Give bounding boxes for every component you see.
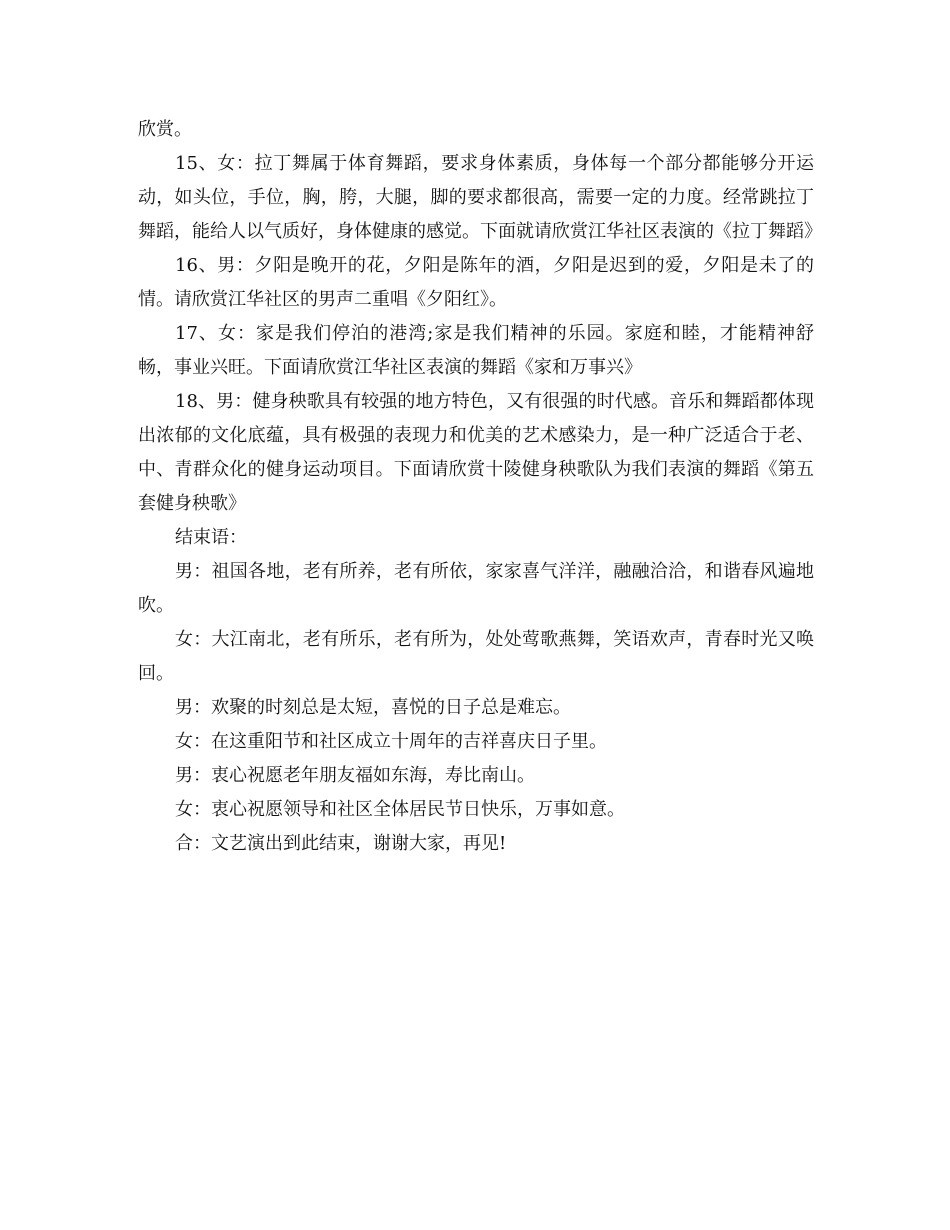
- paragraph-item-17: 17、女：家是我们停泊的港湾;家是我们精神的乐园。家庭和睦，才能精神舒畅，事业兴旺。下面请欣赏江华社区表演的舞蹈《家和万事兴》: [138, 323, 814, 378]
- closing-line-female-1: 女：大江南北，老有所乐，老有所为，处处莺歌燕舞，笑语欢声，青春时光又唤回。: [138, 629, 814, 684]
- closing-line-male-1: 男：祖国各地，老有所养，老有所依，家家喜气洋洋，融融洽洽，和谐春风遍地吹。: [138, 561, 814, 616]
- paragraph-item-15: 15、女：拉丁舞属于体育舞蹈，要求身体素质，身体每一个部分都能够分开运动，如头位，手位，胸，胯，大腿，脚的要求都很高，需要一定的力度。经常跳拉丁舞蹈，能给人以气质好，身体健康的感觉。下面就请欣赏江华社区表演的《拉丁舞蹈》: [138, 153, 822, 242]
- closing-line-male-3: 男：衷心祝愿老年朋友福如东海，寿比南山。: [175, 765, 535, 786]
- paragraph-item-18: 18、男：健身秧歌具有较强的地方特色，又有很强的时代感。音乐和舞蹈都体现出浓郁的文化底蕴，具有极强的表现力和优美的艺术感染力，是一种广泛适合于老、中、青群众化的健身运动项目。下面请欣赏十陵健身秧歌队为我们表演的舞蹈《第五套健身秧歌》: [138, 391, 814, 514]
- closing-line-female-3: 女：衷心祝愿领导和社区全体居民节日快乐，万事如意。: [175, 799, 625, 820]
- closing-heading: 结束语：: [175, 527, 247, 548]
- closing-line-male-2: 男：欢聚的时刻总是太短，喜悦的日子总是难忘。: [175, 697, 571, 718]
- paragraph-item-16: 16、男：夕阳是晚开的花，夕阳是陈年的酒，夕阳是迟到的爱，夕阳是未了的情。请欣赏江华社区的男声二重唱《夕阳红》。: [138, 255, 814, 310]
- closing-line-female-2: 女：在这重阳节和社区成立十周年的吉祥喜庆日子里。: [175, 731, 607, 752]
- document-body: [138, 113, 822, 861]
- closing-line-together: 合：文艺演出到此结束，谢谢大家，再见!: [175, 833, 507, 854]
- paragraph-continuation: 欣赏。: [138, 119, 192, 140]
